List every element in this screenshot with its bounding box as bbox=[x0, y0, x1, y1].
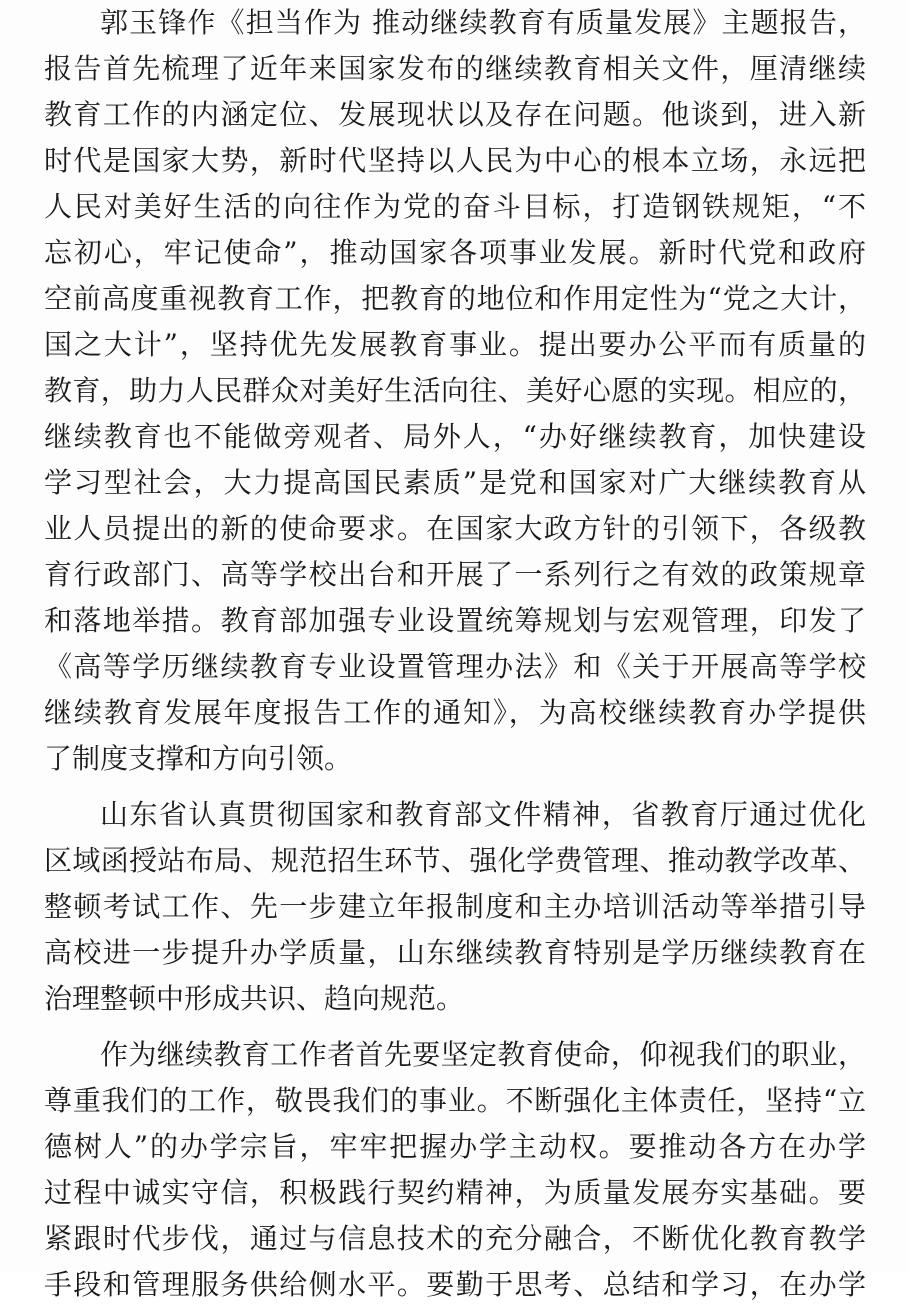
text-line: 山东省认真贯彻国家和教育部文件精神，省教育厅通过优化 bbox=[100, 798, 866, 831]
text-line: 育行政部门、高等学校出台和开展了一系列行之有效的政策规章 bbox=[44, 558, 866, 591]
text-line: 继续教育也不能做旁观者、局外人，“办好继续教育，加快建设 bbox=[44, 420, 866, 453]
text-line: 尊重我们的工作，敬畏我们的事业。不断强化主体责任，坚持“立 bbox=[44, 1084, 866, 1117]
text-line: 教育，助力人民群众对美好生活向往、美好心愿的实现。相应的， bbox=[44, 374, 866, 407]
text-line: 德树人”的办学宗旨，牢牢把握办学主动权。要推动各方在办学 bbox=[44, 1130, 866, 1163]
paragraph-1 bbox=[44, 0, 866, 782]
text-line: 报告首先梳理了近年来国家发布的继续教育相关文件，厘清继续 bbox=[44, 52, 866, 85]
paragraph-2 bbox=[44, 792, 866, 1022]
text-line: 《高等学历继续教育专业设置管理办法》和《关于开展高等学校 bbox=[44, 650, 866, 683]
text-line: 作为继续教育工作者首先要坚定教育使命，仰视我们的职业， bbox=[100, 1038, 866, 1071]
text-line: 教育工作的内涵定位、发展现状以及存在问题。他谈到，进入新 bbox=[44, 98, 866, 131]
text-line: 高校进一步提升办学质量，山东继续教育特别是学历继续教育在 bbox=[44, 936, 866, 969]
text-line: 人民对美好生活的向往作为党的奋斗目标，打造钢铁规矩，“不 bbox=[44, 190, 866, 223]
paragraph-spacing bbox=[44, 1022, 866, 1032]
text-line: 整顿考试工作、先一步建立年报制度和主办培训活动等举措引导 bbox=[44, 890, 866, 923]
text-line: 和落地举措。教育部加强专业设置统筹规划与宏观管理，印发了 bbox=[44, 604, 866, 637]
paragraph-3 bbox=[44, 1032, 866, 1308]
text-line: 郭玉锋作《担当作为 推动继续教育有质量发展》主题报告， bbox=[100, 6, 866, 39]
text-line: 忘初心，牢记使命”，推动国家各项事业发展。新时代党和政府 bbox=[44, 236, 866, 269]
text-line: 国之大计”，坚持优先发展教育事业。提出要办公平而有质量的 bbox=[44, 328, 866, 361]
text-line: 治理整顿中形成共识、趋向规范。 bbox=[44, 982, 465, 1015]
text-line: 继续教育发展年度报告工作的通知》，为高校继续教育办学提供 bbox=[44, 696, 866, 729]
text-line: 了制度支撑和方向引领。 bbox=[44, 742, 353, 775]
text-line: 学习型社会，大力提高国民素质”是党和国家对广大继续教育从 bbox=[44, 466, 866, 499]
text-line: 手段和管理服务供给侧水平。要勤于思考、总结和学习，在办学 bbox=[44, 1268, 866, 1301]
text-line: 区域函授站布局、规范招生环节、强化学费管理、推动教学改革、 bbox=[44, 844, 866, 877]
text-line: 紧跟时代步伐，通过与信息技术的充分融合，不断优化教育教学 bbox=[44, 1222, 866, 1255]
text-line: 空前高度重视教育工作，把教育的地位和作用定性为“党之大计， bbox=[44, 282, 866, 315]
text-line: 时代是国家大势，新时代坚持以人民为中心的根本立场，永远把 bbox=[44, 144, 866, 177]
document-body bbox=[44, 0, 866, 1308]
text-line: 业人员提出的新的使命要求。在国家大政方针的引领下，各级教 bbox=[44, 512, 866, 545]
paragraph-spacing bbox=[44, 782, 866, 792]
text-line: 过程中诚实守信，积极践行契约精神，为质量发展夯实基础。要 bbox=[44, 1176, 866, 1209]
